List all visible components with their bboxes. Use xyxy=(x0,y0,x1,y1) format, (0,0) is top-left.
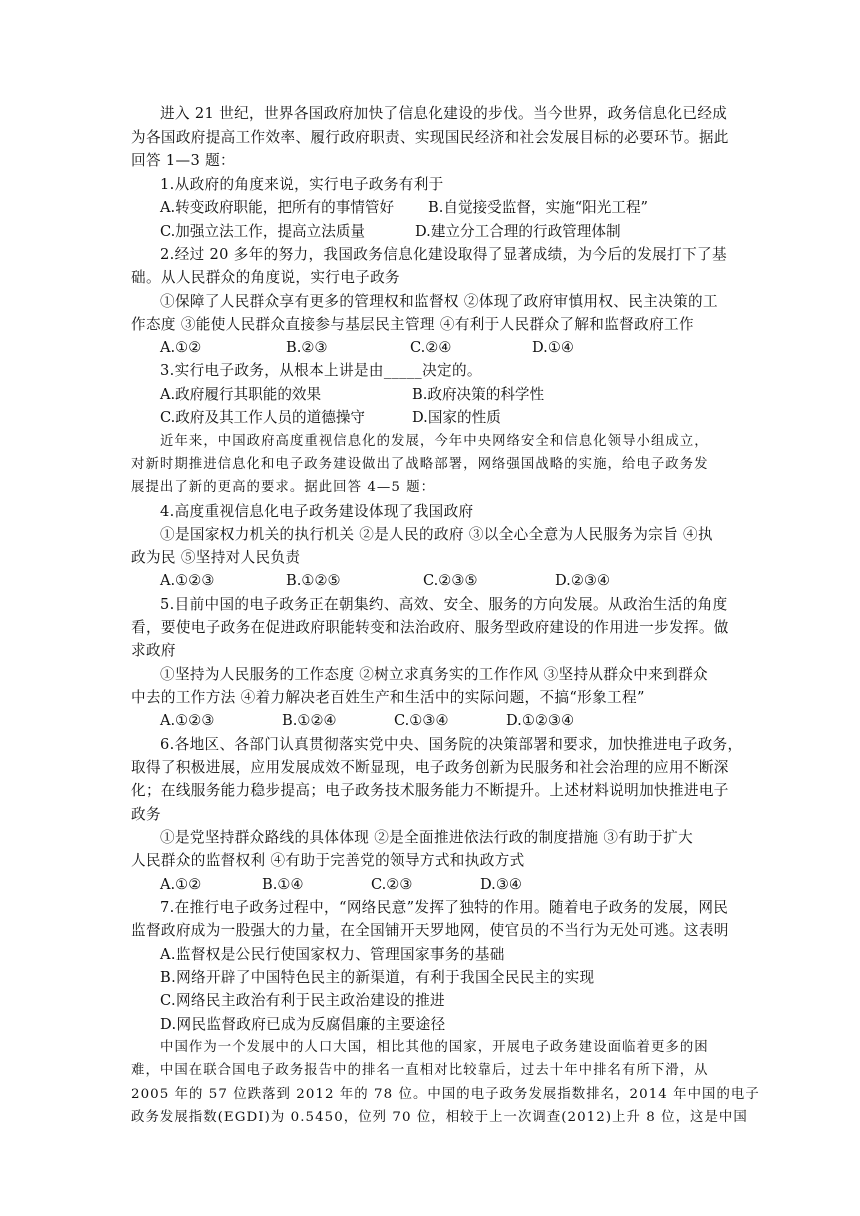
question-6-stem: 政务 xyxy=(131,806,161,823)
option-d: D.①②③④ xyxy=(506,712,575,729)
option-b: B.网络开辟了中国特色民主的新渠道，有利于我国全民民主的实现 xyxy=(160,969,595,986)
option-a: A.政府履行其职能的效果 xyxy=(160,386,322,403)
intro-paragraph-3-line: 政务发展指数(EGDI)为 0.5450，位列 70 位，相较于上一次调查(2012)上升 8 位，这是中国 xyxy=(131,1110,748,1125)
option-c: C.②③⑤ xyxy=(423,572,478,589)
option-b: B.②③ xyxy=(286,339,328,356)
question-6-stem: 取得了积极进展，应用发展成效不断显现，电子政务创新为民服务和社会治理的应用不断深 xyxy=(131,759,729,776)
question-2-stem: 础。从人民群众的角度说，实行电子政务 xyxy=(131,269,400,286)
option-d: D.网民监督政府已成为反腐倡廉的主要途径 xyxy=(160,1016,446,1033)
intro-paragraph-3-line: 2005 年的 57 位跌落到 2012 年的 78 位。中国的电子政务发展指数排名，2014 年中国的电子 xyxy=(131,1087,760,1102)
option-a: A.①② xyxy=(160,876,202,893)
option-a: A.①② xyxy=(160,339,202,356)
option-b: B.①④ xyxy=(262,876,304,893)
option-a: A.①②③ xyxy=(160,572,215,589)
intro-paragraph-1-line: 进入 21 世纪，世界各国政府加快了信息化建设的步伐。当今世界，政务信息化已经成 xyxy=(160,105,728,122)
intro-paragraph-2-line: 近年来，中国政府高度重视信息化的发展，今年中央网络安全和信息化领导小组成立， xyxy=(160,434,709,449)
question-4-items: ①是国家权力机关的执行机关 ②是人民的政府 ③以全心全意为人民服务为宗旨 ④执 xyxy=(160,526,713,543)
question-4-items: 政为民 ⑤坚持对人民负责 xyxy=(131,549,301,566)
option-d: D.建立分工合理的行政管理体制 xyxy=(415,223,621,240)
question-5-stem: 看，要使电子政务在促进政府职能转变和法治政府、服务型政府建设的作用进一步发挥。做 xyxy=(131,619,729,636)
question-5-stem: 5.目前中国的电子政务正在朝集约、高效、安全、服务的方向发展。从政治生活的角度 xyxy=(160,596,728,613)
intro-paragraph-1-line: 为各国政府提高工作效率、履行政府职责、实现国民经济和社会发展目标的必要环节。据此 xyxy=(131,129,729,146)
option-c: C.政府及其工作人员的道德操守 xyxy=(160,409,366,426)
question-5-items: 中去的工作方法 ④着力解决老百姓生产和生活中的实际问题，不搞“形象工程” xyxy=(131,689,645,706)
option-b: B.①②④ xyxy=(282,712,337,729)
question-7-stem: 监督政府成为一股强大的力量，在全国铺开天罗地网，使官员的不当行为无处可逃。这表明 xyxy=(131,922,729,939)
question-6-items: ①是党坚持群众路线的具体体现 ②是全面推进依法行政的制度措施 ③有助于扩大 xyxy=(160,829,694,846)
option-b: B.政府决策的科学性 xyxy=(412,386,545,403)
option-d: D.①④ xyxy=(532,339,574,356)
question-6-stem: 化；在线服务能力稳步提高；电子政务技术服务能力不断提升。上述材料说明加快推进电子 xyxy=(131,782,729,799)
question-1-stem: 1.从政府的角度来说，实行电子政务有利于 xyxy=(160,176,444,193)
option-c: C.②③ xyxy=(371,876,413,893)
intro-paragraph-3-line: 难，中国在联合国电子政务报告中的排名一直相对比较靠后，过去十年中排名有所下滑，从 xyxy=(131,1063,709,1078)
option-d: D.国家的性质 xyxy=(412,409,501,426)
option-b: B.①②⑤ xyxy=(286,572,341,589)
question-3-stem: 3.实行电子政务，从根本上讲是由_____决定的。 xyxy=(160,362,482,379)
question-2-items: 作态度 ③能使人民群众直接参与基层民主管理 ④有利于人民群众了解和监督政府工作 xyxy=(131,316,694,333)
option-a: A.①②③ xyxy=(160,712,215,729)
intro-paragraph-3-line: 中国作为一个发展中的人口大国，相比其他的国家，开展电子政务建设面临着更多的困 xyxy=(160,1040,709,1055)
question-5-stem: 求政府 xyxy=(131,642,176,659)
option-c: C.加强立法工作，提高立法质量 xyxy=(160,223,366,240)
option-c: C.①③④ xyxy=(394,712,449,729)
intro-paragraph-1-line: 回答 1—3 题： xyxy=(131,152,235,169)
question-4-stem: 4.高度重视信息化电子政务建设体现了我国政府 xyxy=(160,503,474,520)
intro-paragraph-2-line: 对新时期推进信息化和电子政务建设做出了战略部署，网络强国战略的实施，给电子政务发 xyxy=(131,457,709,472)
option-a: A.监督权是公民行使国家权力、管理国家事务的基础 xyxy=(160,946,505,963)
option-c: C.网络民主政治有利于民主政治建设的推进 xyxy=(160,992,445,1009)
question-2-items: ①保障了人民群众享有更多的管理权和监督权 ②体现了政府审慎用权、民主决策的工 xyxy=(160,293,718,310)
intro-paragraph-2-line: 展提出了新的更高的要求。据此回答 4—5 题： xyxy=(131,480,436,495)
question-6-items: 人民群众的监督权利 ④有助于完善党的领导方式和执政方式 xyxy=(131,852,525,869)
option-d: D.③④ xyxy=(480,876,522,893)
option-a: A.转变政府职能，把所有的事情管好 xyxy=(160,199,395,216)
question-7-stem: 7.在推行电子政务过程中，“网络民意”发挥了独特的作用。随着电子政务的发展，网民 xyxy=(160,899,729,916)
option-d: D.②③④ xyxy=(555,572,611,589)
question-6-stem: 6.各地区、各部门认真贯彻落实党中央、国务院的决策部署和要求，加快推进电子政务， xyxy=(160,736,743,753)
question-2-stem: 2.经过 20 多年的努力，我国政务信息化建设取得了显著成绩，为今后的发展打下了基 xyxy=(160,246,727,263)
question-5-items: ①坚持为人民服务的工作态度 ②树立求真务实的工作作风 ③坚持从群众中来到群众 xyxy=(160,666,708,683)
option-c: C.②④ xyxy=(410,339,452,356)
option-b: B.自觉接受监督，实施“阳光工程” xyxy=(428,199,649,216)
